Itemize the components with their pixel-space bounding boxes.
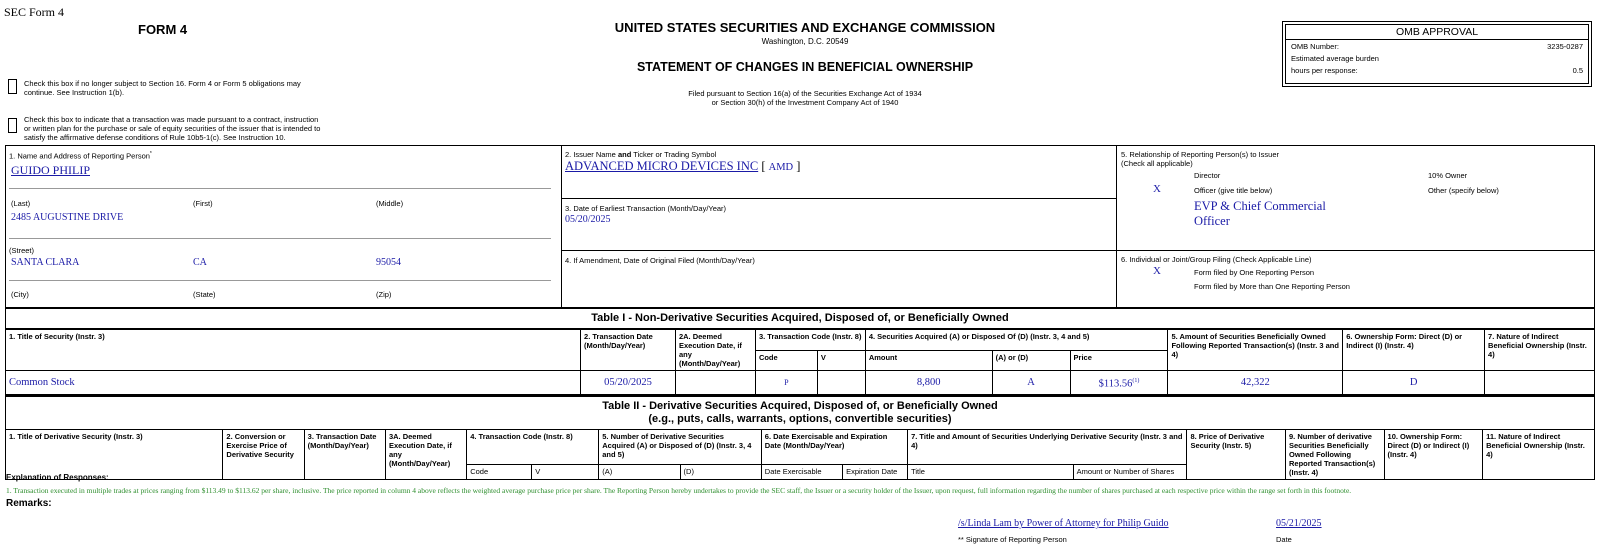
t2-header-title-sub: Title bbox=[908, 465, 1074, 480]
officer-title-line-1: EVP & Chief Commercial bbox=[1194, 199, 1326, 213]
t1-header-amount: Amount bbox=[865, 350, 992, 370]
t1-row-price-value: $113.56 bbox=[1098, 378, 1133, 390]
one-person-check-mark: X bbox=[1153, 265, 1161, 277]
officer-title bbox=[1194, 199, 1326, 229]
form-title: FORM 4 bbox=[138, 22, 188, 37]
t1-row-price-footnote: (1) bbox=[1132, 377, 1140, 384]
ten-pct-owner-label: 10% Owner bbox=[1428, 171, 1468, 180]
t2-header-a-sub: (A) bbox=[599, 465, 680, 480]
agency-title: UNITED STATES SECURITIES AND EXCHANGE COMMISSION bbox=[614, 20, 996, 35]
t1-header-form: 6. Ownership Form: Direct (D) or Indirect (I) (Instr. 4) bbox=[1343, 329, 1485, 371]
t2-header-conversion: 2. Conversion or Exercise Price of Derivative Security bbox=[223, 430, 304, 480]
t2-header-number: 5. Number of Derivative Securities Acquired (A) or Disposed of (D) (Instr. 3, 4 and 5) bbox=[599, 430, 762, 465]
city-label: (City) bbox=[11, 290, 29, 299]
zip-label: (Zip) bbox=[376, 290, 392, 299]
reporting-person-name-link[interactable]: GUIDO PHILIP bbox=[11, 163, 90, 177]
ticker-bracket-close: ] bbox=[796, 159, 801, 173]
t2-header-underlying: 7. Title and Amount of Securities Underlying Derivative Security (Instr. 3 and 4) bbox=[908, 430, 1187, 465]
table-1-title: Table I - Non-Derivative Securities Acquired, Disposed of, or Beneficially Owned bbox=[6, 309, 1595, 330]
box5-label-text: 5. Relationship of Reporting Person(s) to Issuer bbox=[1121, 150, 1279, 159]
signature-label: ** Signature of Reporting Person bbox=[958, 535, 1067, 544]
statement-title: STATEMENT OF CHANGES IN BENEFICIAL OWNERSHIP bbox=[636, 60, 974, 74]
issuer-line bbox=[565, 159, 800, 174]
officer-label: Officer (give title below) bbox=[1194, 186, 1273, 195]
t1-row-form: D bbox=[1343, 371, 1485, 395]
t1-row-a-or-d: A bbox=[992, 371, 1070, 395]
checkbox2-text: Check this box to indicate that a transaction was made pursuant to a contract, instruction or written plan for the purchase or sale of equity securities of the issuer that is intended to satisfy the affirmative defense conditions of Rule 10b5-1(c). See Instruction 10. bbox=[24, 115, 321, 142]
officer-check-mark: X bbox=[1153, 183, 1161, 195]
t1-row-owned: 42,322 bbox=[1168, 371, 1343, 395]
t2-header-deemed: 3A. Deemed Execution Date, if any (Month/Day/Year) bbox=[385, 430, 466, 480]
footnote-1: 1. Transaction executed in multiple trades at prices ranging from $113.49 to $113.62 per share, inclusive. The price reported in column 4 above reflects the weighted average purchase price per share. The Reporting Person hereby undertakes to provide the SEC staff, the Issuer or a security holder of the Issuer, upon request, full information regarding the number of shares purchased at each respective price within the range set forth in this footnote. bbox=[6, 486, 1352, 495]
t2-header-v-sub: V bbox=[532, 465, 599, 480]
signature-date-link[interactable]: 05/21/2025 bbox=[1276, 518, 1322, 529]
t1-header-title: 1. Title of Security (Instr. 3) bbox=[6, 329, 581, 371]
filed-pursuant-line-2: or Section 30(h) of the Investment Company Act of 1940 bbox=[711, 98, 899, 107]
box1-label-mark: * bbox=[149, 151, 152, 157]
ticker-bracket-open: [ bbox=[761, 159, 766, 173]
t1-header-code-sub: Code bbox=[755, 350, 817, 370]
t1-header-v-sub: V bbox=[817, 350, 865, 370]
t2-header-shares-sub: Amount or Number of Shares bbox=[1073, 465, 1187, 480]
filed-by-one-label: Form filed by One Reporting Person bbox=[1194, 268, 1315, 277]
table-1-non-derivative bbox=[5, 308, 1595, 395]
filed-pursuant-line-1: Filed pursuant to Section 16(a) of the Securities Exchange Act of 1934 bbox=[688, 89, 922, 98]
box1-label-text: 1. Name and Address of Reporting Person bbox=[9, 151, 150, 161]
table-2-title bbox=[6, 396, 1595, 430]
sec-form-label: SEC Form 4 bbox=[4, 5, 65, 19]
box4-label: 4. If Amendment, Date of Original Filed (Month/Day/Year) bbox=[565, 256, 755, 265]
t1-header-a-or-d: (A) or (D) bbox=[992, 350, 1070, 370]
t2-header-code: 4. Transaction Code (Instr. 8) bbox=[467, 430, 599, 465]
t1-header-deemed: 2A. Deemed Execution Date, if any (Month/Day/Year) bbox=[675, 329, 755, 371]
box1-label bbox=[9, 150, 152, 161]
t2-header-price: 8. Price of Derivative Security (Instr. 5) bbox=[1187, 430, 1286, 480]
street-address-value: 2485 AUGUSTINE DRIVE bbox=[11, 212, 124, 223]
signature-link[interactable]: /s/Linda Lam by Power of Attorney for Philip Guido bbox=[958, 518, 1169, 529]
t2-header-nature: 11. Nature of Indirect Beneficial Ownership (Instr. 4) bbox=[1483, 430, 1595, 480]
t1-header-price: Price bbox=[1070, 350, 1168, 370]
middle-label: (Middle) bbox=[376, 199, 404, 208]
other-label: Other (specify below) bbox=[1428, 186, 1499, 195]
director-label: Director bbox=[1194, 171, 1221, 180]
t1-header-nature: 7. Nature of Indirect Beneficial Ownership (Instr. 4) bbox=[1485, 329, 1595, 371]
omb-number-row bbox=[1286, 40, 1588, 51]
omb-title: OMB APPROVAL bbox=[1286, 25, 1588, 40]
t2-header-title: 1. Title of Derivative Security (Instr. 3) bbox=[6, 430, 223, 480]
omb-burden-label: Estimated average burden bbox=[1291, 54, 1379, 63]
t2-header-d-sub: (D) bbox=[680, 465, 761, 480]
t2-header-date: 3. Transaction Date (Month/Day/Year) bbox=[304, 430, 385, 480]
first-label: (First) bbox=[193, 199, 213, 208]
omb-hours-label: hours per response: bbox=[1291, 66, 1358, 75]
table-2-derivative bbox=[5, 395, 1595, 480]
rule-10b5-1-checkbox[interactable] bbox=[8, 118, 17, 133]
t2-header-code-sub: Code bbox=[467, 465, 532, 480]
street-label: (Street) bbox=[9, 246, 35, 255]
remarks-label: Remarks: bbox=[6, 498, 52, 509]
zip-value: 95054 bbox=[376, 257, 401, 268]
t1-row-deemed bbox=[675, 371, 755, 395]
t1-header-acquired: 4. Securities Acquired (A) or Disposed Of (D) (Instr. 3, 4 and 5) bbox=[865, 329, 1168, 350]
explanation-label: Explanation of Responses: bbox=[6, 473, 109, 482]
box2-label-and: and bbox=[617, 150, 632, 159]
omb-hours-value: 0.5 bbox=[1572, 66, 1583, 75]
t2-header-expiration-sub: Expiration Date bbox=[843, 465, 908, 480]
box5-label bbox=[1121, 150, 1421, 168]
no-longer-subject-checkbox[interactable] bbox=[8, 79, 17, 94]
t1-row-v bbox=[817, 371, 865, 395]
t2-header-form: 10. Ownership Form: Direct (D) or Indirect (I) (Instr. 4) bbox=[1384, 430, 1483, 480]
t1-header-date: 2. Transaction Date (Month/Day/Year) bbox=[581, 329, 676, 371]
filed-pursuant bbox=[540, 89, 1070, 107]
t1-row-title: Common Stock bbox=[6, 371, 581, 395]
earliest-transaction-date: 05/20/2025 bbox=[565, 214, 611, 225]
officer-title-line-2: Officer bbox=[1194, 214, 1230, 228]
omb-approval-box bbox=[1282, 21, 1592, 87]
t1-row-date: 05/20/2025 bbox=[581, 371, 676, 395]
ticker-symbol-link[interactable]: AMD bbox=[768, 162, 794, 173]
box2-label-post: Ticker or Trading Symbol bbox=[631, 150, 717, 159]
filed-by-more-label: Form filed by More than One Reporting Person bbox=[1194, 282, 1350, 291]
t2-header-owned: 9. Number of derivative Securities Beneficially Owned Following Reported Transaction(s) (Instr. 4) bbox=[1286, 430, 1385, 480]
t1-row-nature bbox=[1485, 371, 1595, 395]
agency-city: Washington, D.C. 20549 bbox=[761, 37, 849, 46]
omb-number-label: OMB Number: bbox=[1291, 42, 1339, 51]
t1-header-owned: 5. Amount of Securities Beneficially Owned Following Reported Transaction(s) (Instr. 3 and 4) bbox=[1168, 329, 1343, 371]
date-label: Date bbox=[1276, 535, 1292, 544]
city-value: SANTA CLARA bbox=[11, 257, 80, 268]
t1-row-code: P bbox=[755, 371, 817, 395]
table-2-title-line-2: (e.g., puts, calls, warrants, options, convertible securities) bbox=[648, 413, 952, 425]
box6-label: 6. Individual or Joint/Group Filing (Check Applicable Line) bbox=[1121, 255, 1312, 264]
box3-label: 3. Date of Earliest Transaction (Month/Day/Year) bbox=[565, 204, 727, 213]
t1-header-code: 3. Transaction Code (Instr. 8) bbox=[755, 329, 865, 350]
box2-label bbox=[565, 150, 716, 159]
omb-number-value: 3235-0287 bbox=[1547, 42, 1583, 51]
t2-header-exercisable-sub: Date Exercisable bbox=[761, 465, 842, 480]
table-2-title-line-1: Table II - Derivative Securities Acquired, Disposed of, or Beneficially Owned bbox=[602, 400, 998, 412]
box5-sublabel: (Check all applicable) bbox=[1121, 159, 1193, 168]
last-label: (Last) bbox=[11, 199, 31, 208]
t1-row-price bbox=[1070, 371, 1168, 395]
omb-hours-row bbox=[1286, 63, 1588, 75]
table-row bbox=[6, 371, 1595, 395]
issuer-name-link[interactable]: ADVANCED MICRO DEVICES INC bbox=[565, 159, 759, 173]
state-label: (State) bbox=[193, 290, 216, 299]
box2-label-pre: 2. Issuer Name bbox=[565, 150, 618, 159]
t2-header-exercisable: 6. Date Exercisable and Expiration Date (Month/Day/Year) bbox=[761, 430, 907, 465]
state-value: CA bbox=[193, 257, 207, 268]
checkbox1-text: Check this box if no longer subject to Section 16. Form 4 or Form 5 obligations may continue. See Instruction 1(b). bbox=[24, 79, 301, 97]
t1-row-amount: 8,800 bbox=[865, 371, 992, 395]
